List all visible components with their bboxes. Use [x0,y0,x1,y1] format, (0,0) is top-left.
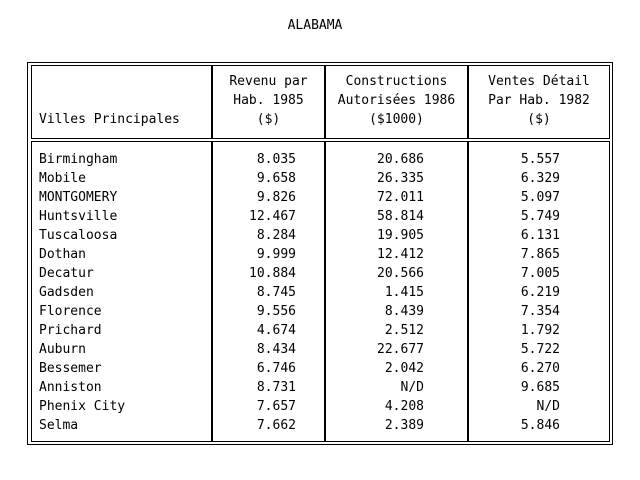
cell-city: MONTGOMERY [39,190,118,205]
cell-construction: 19.905 [377,228,424,243]
column-construction-values [325,150,424,435]
column-header-city [28,65,212,139]
cell-city: Selma [39,418,79,433]
cell-revenue: 6.746 [256,361,296,376]
cell-city: Mobile [39,171,86,186]
column-header-revenue [212,65,325,139]
cell-revenue: 12.467 [249,209,296,224]
cell-revenue: 10.884 [249,266,296,281]
cell-construction: 2.389 [384,418,424,433]
cell-revenue: 8.745 [256,285,296,300]
cell-construction: 22.677 [377,342,424,357]
cell-revenue: 9.556 [256,304,296,319]
cell-retail: 5.557 [520,152,560,167]
cell-retail: 5.749 [520,209,560,224]
cell-city: Phenix City [39,399,126,414]
cell-construction: 26.335 [377,171,424,186]
cell-retail: 6.329 [520,171,560,186]
cell-construction: 20.566 [377,266,424,281]
cell-city: Tuscaloosa [39,228,118,243]
cell-construction: 20.686 [377,152,424,167]
column-revenue-values [212,150,296,435]
column-header-construction-line2: Autorisées 1986 [337,93,456,108]
cell-retail: 7.354 [520,304,560,319]
cell-construction: 2.512 [384,323,424,338]
cell-revenue: 7.662 [256,418,296,433]
cell-retail: N/D [536,399,560,414]
column-header-retail-line2: Par Hab. 1982 [488,93,590,108]
cell-retail: 9.685 [520,380,560,395]
cell-retail: 6.219 [520,285,560,300]
cell-revenue: 9.658 [256,171,296,186]
cell-city: Dothan [39,247,86,262]
cell-city: Birmingham [39,152,118,167]
cell-retail: 5.722 [520,342,560,357]
cell-revenue: 9.999 [256,247,296,262]
cell-city: Huntsville [39,209,118,224]
cell-city: Gadsden [39,285,94,300]
column-header-revenue-line2: Hab. 1985 [233,93,304,108]
cell-retail: 7.005 [520,266,560,281]
cell-construction: 2.042 [384,361,424,376]
cell-construction: 8.439 [384,304,424,319]
cell-retail: 7.865 [520,247,560,262]
cell-revenue: 8.731 [256,380,296,395]
column-header-revenue-line1: Revenu par [229,74,308,89]
cell-construction: 4.208 [384,399,424,414]
cell-city: Bessemer [39,361,102,376]
column-header-retail [468,65,610,139]
column-header-city-label: Villes Principales [39,112,180,127]
cell-city: Anniston [39,380,102,395]
cell-retail: 6.270 [520,361,560,376]
cell-revenue: 7.657 [256,399,296,414]
column-header-revenue-unit: ($) [256,112,281,127]
column-header-retail-line1: Ventes Détail [488,74,590,89]
cell-revenue: 4.674 [256,323,296,338]
cell-revenue: 8.284 [256,228,296,243]
cell-revenue: 8.035 [256,152,296,167]
cell-city: Decatur [39,266,94,281]
cell-construction: 58.814 [377,209,424,224]
cell-retail: 5.846 [520,418,560,433]
column-retail-values [468,150,560,435]
cell-construction: 72.011 [377,190,424,205]
column-header-construction-line1: Constructions [345,74,448,89]
page-title: ALABAMA [287,18,343,33]
column-header-construction [325,65,468,139]
cell-city: Florence [39,304,102,319]
cell-retail: 1.792 [520,323,560,338]
cell-retail: 6.131 [520,228,560,243]
cell-construction: 12.412 [377,247,424,262]
cell-revenue: 8.434 [256,342,296,357]
cell-construction: N/D [400,380,424,395]
cell-city: Prichard [39,323,102,338]
cell-revenue: 9.826 [256,190,296,205]
cell-city: Auburn [39,342,86,357]
column-header-retail-unit: ($) [527,112,551,127]
cell-construction: 1.415 [384,285,424,300]
column-city-values [39,150,125,435]
cell-retail: 5.097 [520,190,560,205]
column-header-construction-unit: ($1000) [369,112,424,127]
